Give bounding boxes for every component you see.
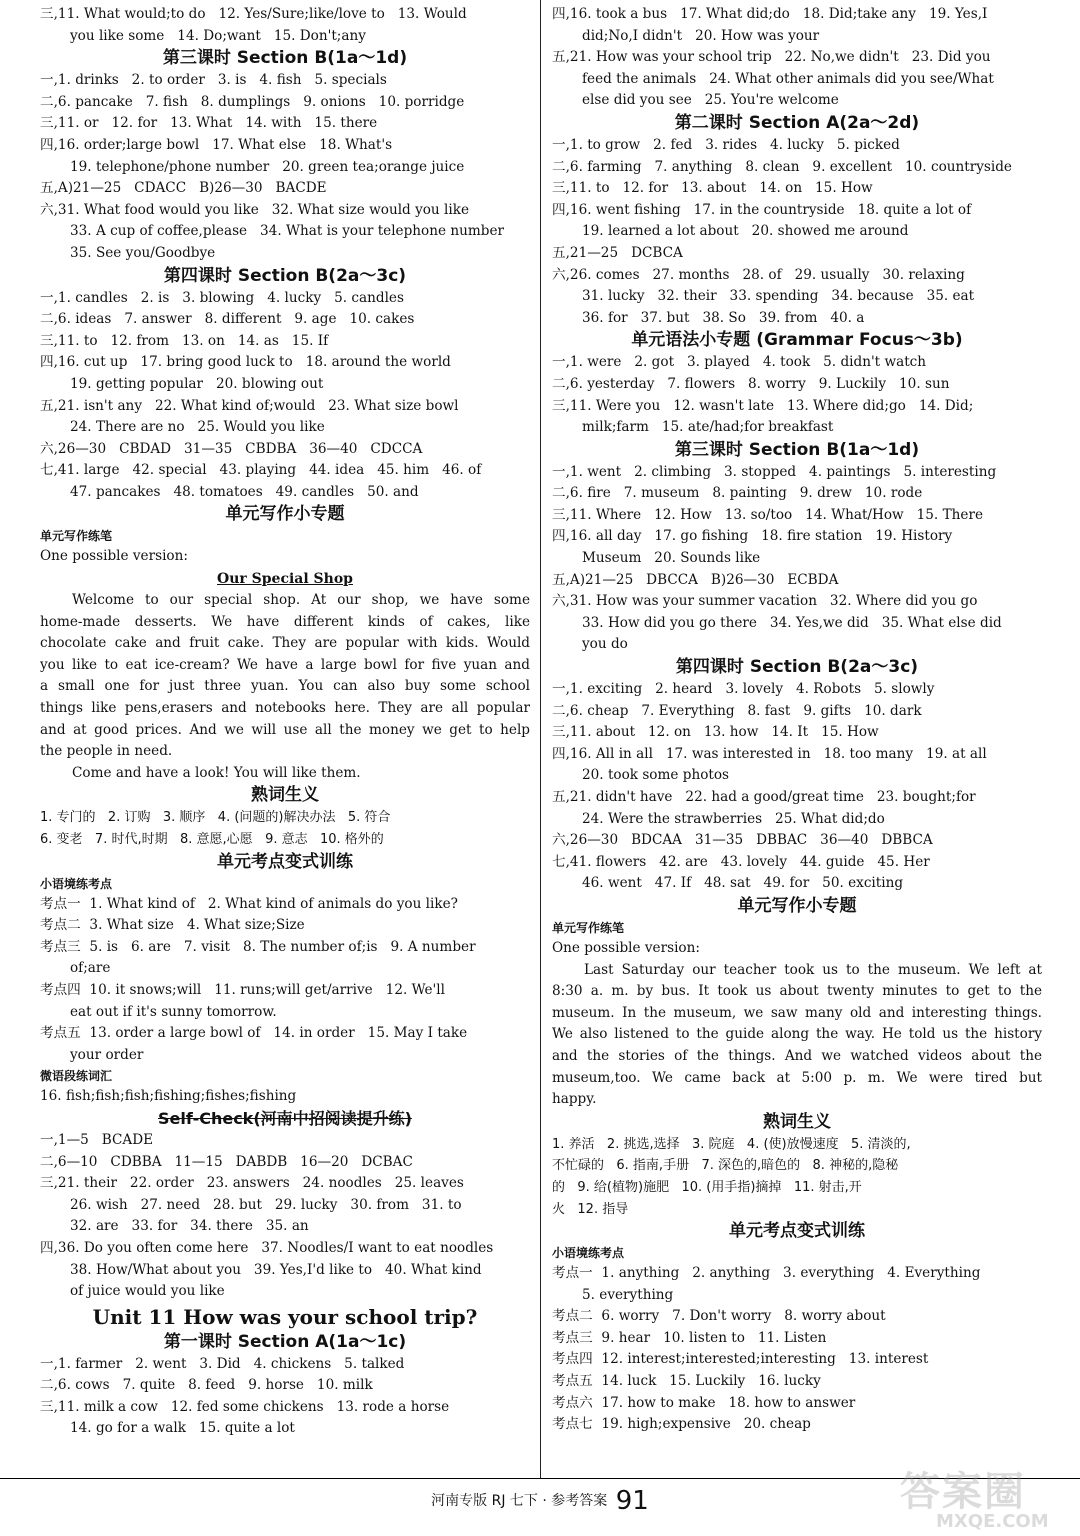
answer-line: 一,1. were 2. got 3. played 4. took 5. didn't watch (552, 354, 927, 371)
section-heading: 单元考点变式训练 (729, 1221, 865, 1242)
answer-line: 一,1—5 BCADE (40, 1131, 154, 1148)
watermark-main: 答案圈 (900, 1469, 1026, 1515)
answer-line: 考点七 19. high;expensive 20. cheap (552, 1416, 811, 1433)
answer-line: 一,1. exciting 2. heard 3. lovely 4. Robots 5. slowly (552, 681, 935, 698)
answer-line: 三,11. or 12. for 13. What 14. with 15. there (40, 115, 378, 132)
essay-line: and the stories of the things. And we watched videos about the (552, 1047, 1042, 1064)
section-heading: 第四课时 Section B(2a～3c) (675, 657, 919, 678)
answer-line: 二,6. cows 7. quite 8. feed 9. horse 10. milk (40, 1377, 373, 1394)
section-heading: 第二课时 Section A(2a～2d) (674, 112, 920, 133)
vocab-line: 火 12. 指导 (552, 1201, 629, 1217)
answer-line-continued: 26. wish 27. need 28. but 29. lucky 30. from 31. to (70, 1196, 462, 1213)
answer-line-continued: 24. There are no 25. Would you like (70, 419, 325, 436)
essay-line: you like to eat ice-cream? We have a large bowl for five yuan and (40, 656, 530, 673)
answer-line: 四,16. went fishing 17. in the countryside 18. quite a lot of (552, 201, 972, 218)
answer-line-continued: you like some 14. Do;want 15. Don't;any (70, 27, 366, 44)
unit-heading: Unit 11 How was your school trip? (92, 1304, 478, 1329)
essay-line: chocolate cake and fruit cake. They are popular with kids. Would (40, 635, 530, 652)
answer-line: 考点一 1. anything 2. anything 3. everything 4. Everything (552, 1265, 981, 1282)
essay-line: Welcome to our special shop. At our shop, we have some (72, 592, 530, 609)
answer-line: 考点三 9. hear 10. listen to 11. Listen (552, 1329, 827, 1346)
essay-title: Our Special Shop (217, 571, 353, 588)
answer-line: 四,16. cut up 17. bring good luck to 18. around the world (40, 354, 451, 371)
footer-text: 河南专版 RJ 七下 · 参考答案 (431, 1493, 608, 1509)
answer-line: 一,1. candles 2. is 3. blowing 4. lucky 5. candles (40, 289, 404, 306)
answer-line: 考点一 1. What kind of 2. What kind of animals do you like? (40, 895, 458, 912)
answer-line: 四,36. Do you often come here 37. Noodles/I want to eat noodles (40, 1239, 494, 1256)
vocab-line: 6. 变老 7. 时代,时期 8. 意愿,心愿 9. 意志 10. 格外的 (40, 832, 384, 847)
answer-line: 六,31. What food would you like 32. What size would you like (40, 201, 469, 218)
watermark-sub: MXQE.COM (936, 1511, 1049, 1532)
subsection-label: 微语段练词汇 (40, 1069, 113, 1084)
answer-line: 一,1. to grow 2. fed 3. rides 4. lucky 5. picked (552, 136, 900, 153)
subsection-label: 单元写作练笔 (40, 529, 113, 544)
answer-line: 考点四 12. interest;interested;interesting 13. interest (552, 1351, 929, 1368)
answer-line: 四,16. All in all 17. was interested in 18. too many 19. at all (552, 745, 987, 762)
answer-line: 四,16. order;large bowl 17. What else 18. What's (40, 136, 393, 153)
answer-line: 16. fish;fish;fish;fishing;fishes;fishing (40, 1088, 297, 1105)
answer-line-continued: 19. learned a lot about 20. showed me around (582, 223, 909, 240)
page-number: 91 (615, 1486, 649, 1516)
answer-line: 二,6. yesterday 7. flowers 8. worry 9. Luckily 10. sun (552, 375, 950, 392)
answer-line-continued: 36. for 37. but 38. So 39. from 40. a (582, 309, 865, 326)
answer-line: 四,16. all day 17. go fishing 18. fire station 19. History (552, 528, 953, 545)
section-heading: 单元语法小专题 (Grammar Focus～3b) (631, 330, 963, 351)
answer-line-continued: else did you see 25. You're welcome (582, 92, 839, 109)
answer-line: 五,A)21—25 CDACC B)26—30 BACDE (40, 180, 327, 197)
answer-line: 二,6. ideas 7. answer 8. different 9. age 10. cakes (40, 311, 415, 328)
essay-line: museum,too. We came back at 5:00 p. m. We were tired but (552, 1069, 1042, 1086)
answer-line: 三,11. to 12. for 13. about 14. on 15. How (552, 180, 873, 197)
answer-line: 三,11. Where 12. How 13. so/too 14. What/How 15. There (552, 506, 983, 523)
vocab-line: 1. 专门的 2. 订购 3. 顺序 4. (问题的)解决办法 5. 符合 (40, 810, 391, 826)
self-check-heading: Self-Check(河南中招阅读提升练) (158, 1108, 412, 1128)
watermark-logo (900, 1460, 1070, 1530)
answer-line: 五,21. didn't have 22. had a good/great time 23. bought;for (552, 789, 976, 805)
answer-line: 二,6. farming 7. anything 8. clean 9. excellent 10. countryside (552, 158, 1012, 175)
vocab-line: 1. 养活 2. 挑选,选择 3. 院庭 4. (使)放慢速度 5. 清淡的, (552, 1136, 911, 1152)
answer-line: One possible version: (40, 548, 188, 565)
essay-line: happy. (552, 1091, 597, 1108)
left-column (40, 4, 530, 1440)
section-heading: 单元写作小专题 (737, 895, 857, 916)
section-heading: 第三课时 Section B(1a～1d) (162, 48, 408, 69)
answer-line: 二,6. fire 7. museum 8. painting 9. drew 10. rode (552, 485, 923, 502)
answer-line-continued: 14. go for a walk 15. quite a lot (70, 1420, 295, 1437)
section-heading: 熟词生义 (763, 1111, 831, 1132)
answer-line-continued: 38. How/What about you 39. Yes,I'd like to 40. What kind (70, 1261, 482, 1278)
answer-line-continued: 19. telephone/phone number 20. green tea;orange juice (70, 158, 465, 175)
answer-line: 考点五 13. order a large bowl of 14. in order 15. May I take (40, 1025, 468, 1042)
answer-line-continued: did;No,I didn't 20. How was your (582, 27, 820, 44)
answer-line-continued: eat out if it's sunny tomorrow. (70, 1003, 277, 1020)
answer-line-continued: Museum 20. Sounds like (582, 550, 761, 567)
answer-line-continued: 46. went 47. If 48. sat 49. for 50. exciting (582, 875, 904, 892)
subsection-label: 单元写作练笔 (552, 920, 625, 935)
answer-line: 七,41. large 42. special 43. playing 44. idea 45. him 46. of (40, 462, 482, 479)
essay-line: museum. In the museum, we saw many old and interesting things. (552, 1004, 1042, 1021)
essay-line: home-made desserts. We have different kinds of cakes, like (40, 613, 530, 630)
right-column (552, 4, 1042, 1436)
answer-line-continued: of juice would you like (70, 1283, 225, 1300)
answer-line: 考点二 6. worry 7. Don't worry 8. worry about (552, 1308, 886, 1325)
answer-line: 考点四 10. it snows;will 11. runs;will get/arrive 12. We'll (40, 981, 445, 998)
section-heading: 单元写作小专题 (225, 504, 345, 525)
answer-line: 五,21. How was your school trip 22. No,we didn't 23. Did you (552, 49, 991, 66)
answer-line-continued: feed the animals 24. What other animals did you see/What (582, 70, 994, 87)
answer-line-continued: your order (70, 1046, 144, 1063)
answer-line: 二,6. cheap 7. Everything 8. fast 9. gifts 10. dark (552, 702, 922, 719)
answer-line: 三,11. about 12. on 13. how 14. It 15. How (552, 724, 879, 741)
answer-line-continued: of;are (70, 960, 111, 977)
answer-line: 考点六 17. how to make 18. how to answer (552, 1394, 856, 1411)
answer-line-continued: 32. are 33. for 34. there 35. an (70, 1218, 309, 1235)
answer-line: 五,21—25 DCBCA (552, 244, 683, 261)
answer-line: 考点二 3. What size 4. What size;Size (40, 917, 305, 934)
answer-line: One possible version: (552, 939, 700, 956)
answer-line-continued: 19. getting popular 20. blowing out (70, 375, 324, 392)
essay-line: Come and have a look! You will like them. (72, 764, 361, 781)
answer-line-continued: 35. See you/Goodbye (70, 244, 216, 261)
answer-line: 考点三 5. is 6. are 7. visit 8. The number of;is 9. A number (40, 938, 476, 955)
essay-line: things like pens,erasers and notebooks here. They are all popular (40, 700, 530, 717)
answer-line: 三,11. What would;to do 12. Yes/Sure;like/love to 13. Would (40, 6, 467, 22)
answer-line-continued: milk;farm 15. ate/had;for breakfast (582, 419, 834, 436)
answer-line: 五,A)21—25 DBCCA B)26—30 ECBDA (552, 571, 839, 588)
essay-line: 8:30 a. m. by bus. It took us about twenty minutes to get to the (552, 983, 1042, 1000)
answer-line: 考点五 14. luck 15. Luckily 16. lucky (552, 1373, 821, 1390)
answer-line: 四,16. took a bus 17. What did;do 18. Did;take any 19. Yes,I (552, 6, 988, 22)
answer-line-continued: 5. everything (582, 1286, 674, 1303)
answer-line: 五,21. isn't any 22. What kind of;would 23. What size bowl (40, 397, 459, 414)
answer-line: 三,21. their 22. order 23. answers 24. noodles 25. leaves (40, 1175, 464, 1192)
answer-line: 一,1. farmer 2. went 3. Did 4. chickens 5. talked (40, 1355, 405, 1372)
section-heading: 第四课时 Section B(2a～3c) (163, 265, 407, 286)
answer-line: 三,11. to 12. from 13. on 14. as 15. If (40, 332, 329, 349)
answer-line: 六,31. How was your summer vacation 32. Where did you go (552, 593, 978, 610)
section-heading: 单元考点变式训练 (217, 851, 353, 872)
answer-line-continued: you do (582, 636, 628, 653)
answer-line: 六,26—30 CBDAD 31—35 CBDBA 36—40 CDCCA (40, 440, 423, 457)
answer-line-continued: 33. A cup of coffee,please 34. What is your telephone number (70, 223, 504, 240)
answer-line: 二,6—10 CDBBA 11—15 DABDB 16—20 DCBAC (40, 1153, 413, 1170)
essay-line: a small one for just three yuan. You can also buy some school (40, 678, 530, 695)
answer-line: 七,41. flowers 42. are 43. lovely 44. guide 45. Her (552, 853, 930, 870)
essay-line: Last Saturday our teacher took us to the museum. We left at (584, 961, 1042, 978)
answer-line: 六,26. comes 27. months 28. of 29. usually 30. relaxing (552, 266, 965, 283)
essay-line: the people in need. (40, 743, 173, 760)
column-divider (540, 0, 541, 1478)
vocab-line: 的 9. 给(植物)施肥 10. (用手指)摘掉 11. 射击,开 (552, 1179, 862, 1195)
subsection-label: 小语境练考点 (552, 1246, 625, 1261)
answer-line: 一,1. went 2. climbing 3. stopped 4. paintings 5. interesting (552, 463, 997, 480)
answer-line-continued: 33. How did you go there 34. Yes,we did 35. What else did (582, 614, 1002, 631)
essay-line: We also listened to the guide along the way. He told us the history (552, 1026, 1042, 1043)
section-heading: 第三课时 Section B(1a～1d) (674, 439, 920, 460)
essay-line: and at good prices. And we will use all the money we get to help (40, 721, 530, 738)
subsection-label: 小语境练考点 (40, 876, 113, 891)
vocab-line: 不忙碌的 6. 指南,手册 7. 深色的,暗色的 8. 神秘的,隐秘 (552, 1158, 899, 1174)
answer-line-continued: 47. pancakes 48. tomatoes 49. candles 50. and (70, 483, 419, 500)
section-heading: 第一课时 Section A(1a～1c) (163, 1331, 407, 1352)
answer-line-continued: 31. lucky 32. their 33. spending 34. because 35. eat (582, 288, 975, 305)
answer-line: 三,11. Were you 12. wasn't late 13. Where did;go 14. Did; (552, 397, 974, 414)
answer-line-continued: 20. took some photos (582, 767, 730, 784)
section-heading: 熟词生义 (251, 785, 319, 806)
answer-line: 三,11. milk a cow 12. fed some chickens 13. rode a horse (40, 1398, 450, 1415)
answer-line: 二,6. pancake 7. fish 8. dumplings 9. onions 10. porridge (40, 93, 465, 110)
answer-line: 六,26—30 BDCAA 31—35 DBBAC 36—40 DBBCA (552, 832, 933, 849)
answer-line: 一,1. drinks 2. to order 3. is 4. fish 5. specials (40, 72, 387, 89)
answer-line-continued: 24. Were the strawberries 25. What did;do (582, 810, 885, 827)
